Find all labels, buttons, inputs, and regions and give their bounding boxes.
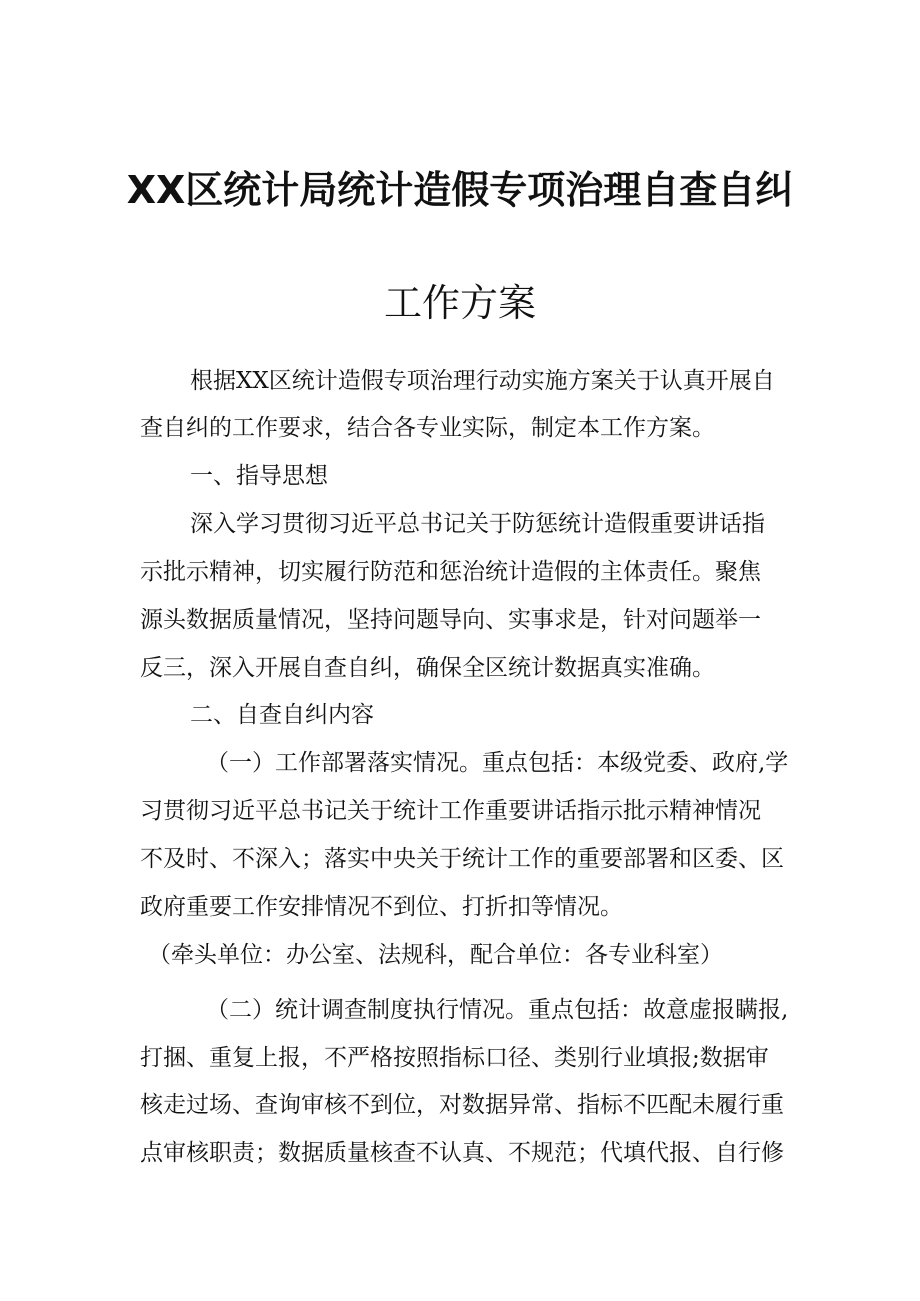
- paragraph-line: 查自纠的工作要求，结合各专业实际，制定本工作方案。: [140, 415, 715, 441]
- document-title-line-2: 工作方案: [383, 281, 536, 325]
- paragraph-line: （二）统计调查制度执行情况。重点包括：故意虚报瞒报,: [206, 997, 789, 1023]
- section-heading: 二、自查自纠内容: [190, 702, 374, 728]
- section-heading: 一、指导思想: [190, 463, 328, 489]
- paragraph-line: 点审核职责；数据质量核查不认真、不规范；代填代报、自行修: [140, 1140, 784, 1166]
- paragraph-line: 根据XX区统计造假专项治理行动实施方案关于认真开展自: [190, 368, 775, 394]
- paragraph-line: （牵头单位：办公室、法规科，配合单位：各专业科室）: [148, 942, 723, 968]
- paragraph-line: 深入学习贯彻习近平总书记关于防惩统计造假重要讲话指: [190, 511, 765, 537]
- paragraph-line: 政府重要工作安排情况不到位、打折扣等情况。: [140, 894, 623, 920]
- paragraph-line: （一）工作部署落实情况。重点包括：本级党委、政府,学: [206, 750, 789, 776]
- paragraph-line: 核走过场、查询审核不到位，对数据异常、指标不匹配未履行重: [140, 1092, 784, 1118]
- paragraph-line: 反三，深入开展自查自纠，确保全区统计数据真实准确。: [140, 655, 715, 681]
- document-title-line-1: XX区统计局统计造假专项治理自查自纠: [126, 168, 794, 212]
- paragraph-line: 示批示精神，切实履行防范和惩治统计造假的主体责任。聚焦: [140, 559, 761, 585]
- paragraph-line: 习贯彻习近平总书记关于统计工作重要讲话指示批示精神情况: [140, 798, 761, 824]
- paragraph-line: 打捆、重复上报，不严格按照指标口径、类别行业填报;数据审: [140, 1045, 769, 1071]
- paragraph-line: 源头数据质量情况，坚持问题导向、实事求是，针对问题举一: [140, 607, 761, 633]
- paragraph-line: 不及时、不深入；落实中央关于统计工作的重要部署和区委、区: [140, 846, 784, 872]
